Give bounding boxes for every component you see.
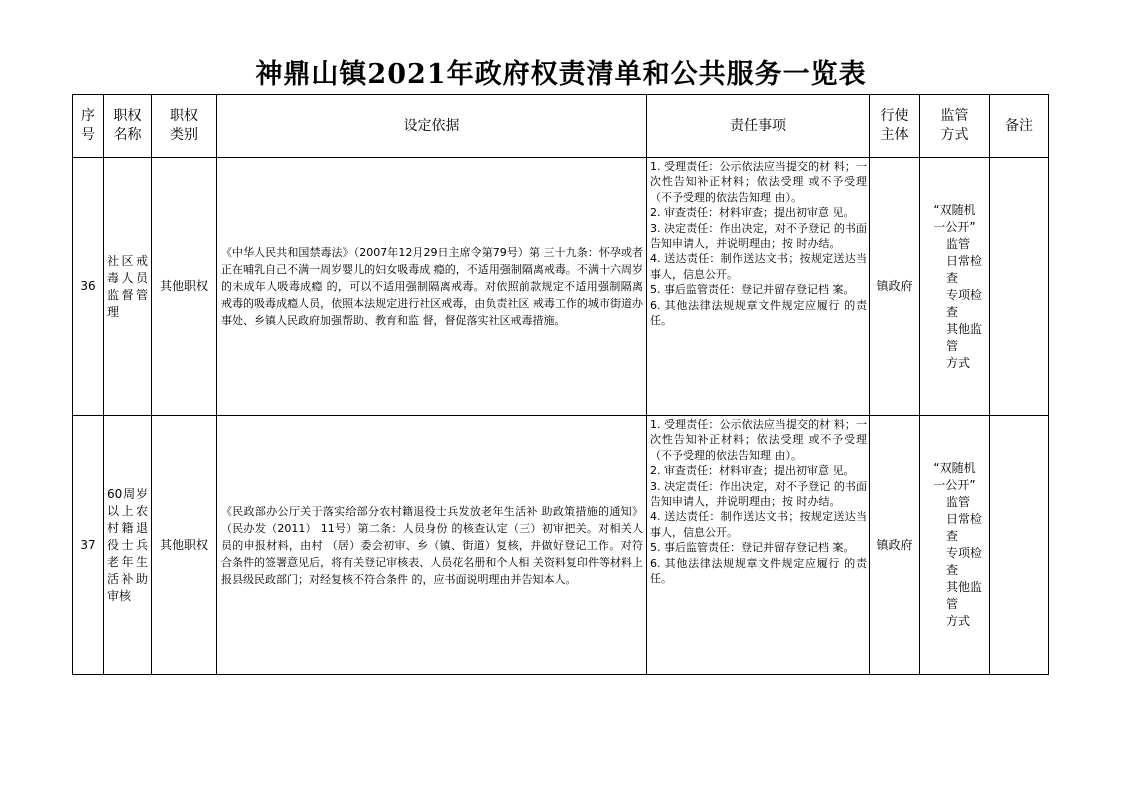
row-basis: 《民政部办公厅关于落实给部分农村籍退役士兵发放老年生活补 助政策措施的通知》（民办发（2011） 11号）第二条：人员身份 的核查认定（三）初审把关。对相关人员的申报材料，由村 （居）委会初审、乡（镇、街道）复核，并做好登记工作。对符 合条件的签署意见后，将有关登记审核表、人员花名册和个人相 关资料复印件等材料上报县级民政部门；对经复核不符合条件 的，应书面说明理由并告知本人。 <box>217 416 647 675</box>
duty-item: 2. 审查责任：材料审查；提出初审意 见。 <box>650 464 855 478</box>
duty-item: 4. 送达责任：制作送达文书；按规定送达当事人，信息公开。 <box>650 252 867 281</box>
header-row <box>73 95 1049 158</box>
row-remarks <box>990 158 1049 416</box>
header-seq: 序 号 <box>73 95 104 158</box>
row-body: 镇政府 <box>870 416 920 675</box>
row-name: 60周岁 以上农 村籍退 役士兵 老年生 活补助 审核 <box>104 416 152 675</box>
row-type: 其他职权 <box>152 158 217 416</box>
row-supervision: “双随机 一公开” 监管 日常检查 专项检查 其他监管 方式 <box>920 416 990 675</box>
header-supervision: 监管 方式 <box>920 95 990 158</box>
duty-item: 3. 决定责任：作出决定，对不予登记 的书面告知申请人，并说明理由；按 时办结。 <box>650 221 867 251</box>
duty-item: 2. 审查责任：材料审查；提出初审意 见。 <box>650 206 855 220</box>
table-row <box>73 158 1049 416</box>
row-remarks <box>990 416 1049 675</box>
page-title: 神鼎山镇2021年政府权责清单和公共服务一览表 <box>255 59 867 90</box>
row-body: 镇政府 <box>870 158 920 416</box>
duty-item: 4. 送达责任：制作送达文书；按规定送达当事人，信息公开。 <box>650 510 867 539</box>
duty-item: 1. 受理责任：公示依法应当提交的材 料；一次性告知补正材料；依法受理 或不予受理（不予受理的依法告知理 由）。 <box>650 160 867 204</box>
table-row <box>73 416 1049 675</box>
header-name: 职权 名称 <box>104 95 152 158</box>
row-type: 其他职权 <box>152 416 217 675</box>
header-remarks: 备注 <box>990 95 1049 158</box>
header-basis: 设定依据 <box>217 95 647 158</box>
row-name: 社区戒 毒人员 监督管 理 <box>104 158 152 416</box>
header-duty: 责任事项 <box>647 95 870 158</box>
authority-table <box>72 94 1049 675</box>
row-duties <box>647 416 870 675</box>
row-supervision: “双随机 一公开” 监管 日常检查 专项检查 其他监管 方式 <box>920 158 990 416</box>
row-seq: 36 <box>73 158 104 416</box>
header-body: 行使 主体 <box>870 95 920 158</box>
duty-item: 5. 事后监管责任：登记并留存登记档 案。 <box>650 541 855 555</box>
header-type: 职权 类别 <box>152 95 217 158</box>
duty-item: 6. 其他法律法规规章文件规定应履行 的责任。 <box>650 298 867 328</box>
row-basis: 《中华人民共和国禁毒法》（2007年12月29日主席令第79号）第 三十九条：怀孕或者正在哺乳自己不满一周岁婴儿的妇女吸毒成 瘾的，不适用强制隔离戒毒。不满十六周岁的未成年人吸毒成瘾 的，可以不适用强制隔离戒毒。对依照前款规定不适用强制隔离 戒毒的吸毒成瘾人员，依照本法规定进行社区戒毒，由负责社区 戒毒工作的城市街道办事处、乡镇人民政府加强帮助、教育和监 督，督促落实社区戒毒措施。 <box>217 158 647 416</box>
row-duties <box>647 158 870 416</box>
row-seq: 37 <box>73 416 104 675</box>
duty-item: 1. 受理责任：公示依法应当提交的材 料；一次性告知补正材料；依法受理 或不予受理（不予受理的依法告知理 由）。 <box>650 418 867 462</box>
duty-item: 6. 其他法律法规规章文件规定应履行 的责任。 <box>650 556 867 586</box>
duty-item: 3. 决定责任：作出决定，对不予登记 的书面告知申请人，并说明理由；按 时办结。 <box>650 479 867 509</box>
duty-item: 5. 事后监管责任：登记并留存登记档 案。 <box>650 283 855 297</box>
